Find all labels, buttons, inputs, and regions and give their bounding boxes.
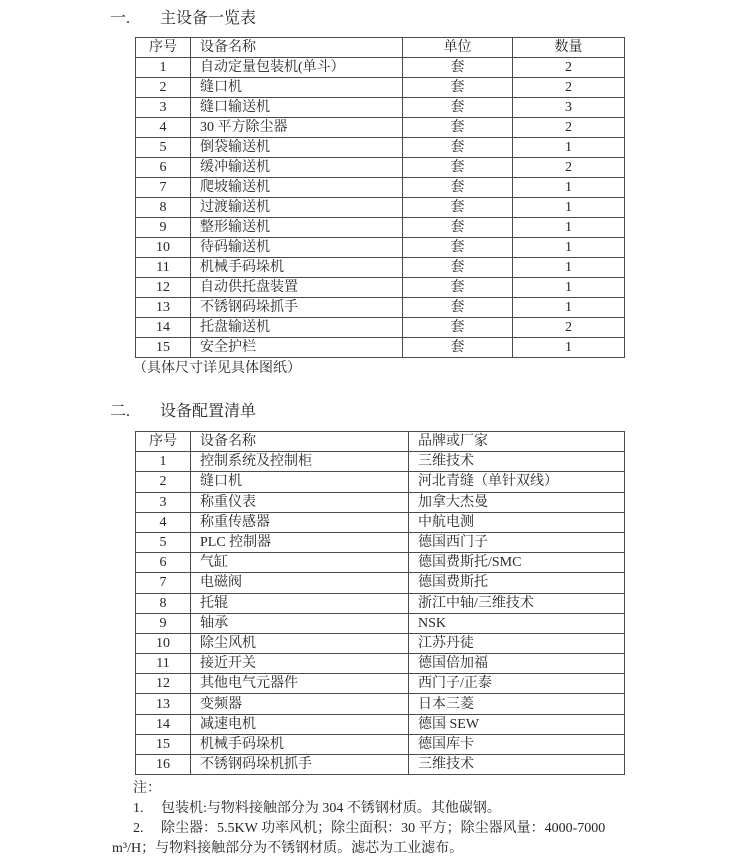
- column-header: 数量: [513, 38, 625, 58]
- section1-heading-title: 主设备一览表: [160, 10, 257, 27]
- table-cell: 11: [136, 654, 191, 674]
- table-cell: 套: [403, 338, 513, 358]
- table-row: [136, 298, 625, 318]
- table-cell: 托盘输送机: [191, 318, 403, 338]
- table-cell: 自动供托盘装置: [191, 278, 403, 298]
- table-cell: 缓冲输送机: [191, 158, 403, 178]
- table-row: [136, 674, 625, 694]
- table-cell: 1: [513, 258, 625, 278]
- note-item-2: [112, 819, 727, 839]
- table-cell: 套: [403, 138, 513, 158]
- table-cell: 缝口机: [191, 78, 403, 98]
- column-header: 设备名称: [191, 38, 403, 58]
- table-cell: 6: [136, 158, 191, 178]
- table-row: [136, 218, 625, 238]
- table-row: [136, 338, 625, 358]
- table-row: [136, 553, 625, 573]
- section2-heading: [110, 402, 256, 422]
- table-cell: 12: [136, 674, 191, 694]
- table-cell: 13: [136, 298, 191, 318]
- table-cell: 安全护栏: [191, 338, 403, 358]
- table-cell: 德国 SEW: [409, 714, 625, 734]
- table-cell: 接近开关: [191, 654, 409, 674]
- note-item-1: [112, 799, 727, 819]
- table-cell: 1: [513, 278, 625, 298]
- table-cell: 河北青缝（单针双线）: [409, 472, 625, 492]
- table-cell: 2: [513, 318, 625, 338]
- table-cell: 1: [513, 298, 625, 318]
- table-cell: 13: [136, 694, 191, 714]
- table-cell: 2: [136, 472, 191, 492]
- table-cell: 自动定量包装机(单斗）: [191, 58, 403, 78]
- table-cell: 机械手码垛机: [191, 734, 409, 754]
- table-cell: 8: [136, 593, 191, 613]
- table-row: [136, 654, 625, 674]
- table-cell: 4: [136, 512, 191, 532]
- table-cell: 1: [513, 218, 625, 238]
- table-row: [136, 138, 625, 158]
- column-header: 品牌或厂家: [409, 432, 625, 452]
- table-cell: 托辊: [191, 593, 409, 613]
- table-cell: 不锈钢码垛抓手: [191, 298, 403, 318]
- column-header: 单位: [403, 38, 513, 58]
- header-row: [136, 432, 625, 452]
- table-cell: 套: [403, 238, 513, 258]
- table-cell: 1: [513, 178, 625, 198]
- table-row: [136, 694, 625, 714]
- equipment-config-table: [135, 431, 625, 775]
- table-cell: 机械手码垛机: [191, 258, 403, 278]
- table-cell: 三维技术: [409, 755, 625, 775]
- table-cell: 气缸: [191, 553, 409, 573]
- table-cell: 称重传感器: [191, 512, 409, 532]
- table-cell: 套: [403, 218, 513, 238]
- table-cell: 套: [403, 158, 513, 178]
- table-cell: 1: [513, 238, 625, 258]
- table-cell: 1: [136, 58, 191, 78]
- table-row: [136, 278, 625, 298]
- table-cell: 1: [513, 138, 625, 158]
- table-cell: 2: [136, 78, 191, 98]
- table-cell: 14: [136, 318, 191, 338]
- table-cell: 套: [403, 318, 513, 338]
- table-cell: 西门子/正泰: [409, 674, 625, 694]
- table-cell: 加拿大杰曼: [409, 492, 625, 512]
- table-row: [136, 472, 625, 492]
- table-row: [136, 258, 625, 278]
- table-row: [136, 593, 625, 613]
- table-cell: 日本三菱: [409, 694, 625, 714]
- table-cell: 11: [136, 258, 191, 278]
- table-cell: 10: [136, 633, 191, 653]
- table-cell: 除尘风机: [191, 633, 409, 653]
- table-cell: 5: [136, 138, 191, 158]
- column-header: 序号: [136, 432, 191, 452]
- table-cell: 7: [136, 178, 191, 198]
- table-cell: 9: [136, 613, 191, 633]
- note-item-2-text: 除尘器：5.5KW 功率风机；除尘面积：30 平方；除尘器风量：4000-7000: [161, 821, 606, 836]
- table-cell: 称重仪表: [191, 492, 409, 512]
- table-cell: 套: [403, 118, 513, 138]
- table-cell: 套: [403, 78, 513, 98]
- table-cell: 浙江中轴/三维技术: [409, 593, 625, 613]
- table-cell: 江苏丹徒: [409, 633, 625, 653]
- table-row: [136, 238, 625, 258]
- table-cell: 2: [513, 158, 625, 178]
- table-row: [136, 633, 625, 653]
- table-cell: 2: [513, 78, 625, 98]
- table-cell: 8: [136, 198, 191, 218]
- note-item-1-number: 1.: [133, 801, 144, 816]
- table-cell: 3: [136, 492, 191, 512]
- table-cell: 套: [403, 258, 513, 278]
- table-cell: 电磁阀: [191, 573, 409, 593]
- table-cell: 变频器: [191, 694, 409, 714]
- table-row: [136, 58, 625, 78]
- table-row: [136, 755, 625, 775]
- table-cell: NSK: [409, 613, 625, 633]
- table-cell: 德国西门子: [409, 532, 625, 552]
- note-item-2-continuation: m³/H；与物料接触部分为不锈钢材质。滤芯为工业滤布。: [112, 841, 464, 856]
- table-row: [136, 573, 625, 593]
- table-cell: 3: [513, 98, 625, 118]
- note-item-1-text: 包装机:与物料接触部分为 304 不锈钢材质。其他碳钢。: [161, 801, 501, 816]
- table-cell: 1: [513, 338, 625, 358]
- table-row: [136, 78, 625, 98]
- table-cell: 2: [513, 58, 625, 78]
- note-item-2-number: 2.: [133, 821, 144, 836]
- table-cell: 控制系统及控制柜: [191, 452, 409, 472]
- table-cell: 6: [136, 553, 191, 573]
- notes-block: [112, 779, 727, 856]
- table-cell: 15: [136, 734, 191, 754]
- table-cell: 4: [136, 118, 191, 138]
- table-cell: 倒袋输送机: [191, 138, 403, 158]
- table1-footnote: （具体尺寸详见具体图纸）: [133, 361, 301, 376]
- column-header: 序号: [136, 38, 191, 58]
- table-cell: 套: [403, 298, 513, 318]
- section1-heading-number: 一.: [110, 10, 131, 27]
- table-cell: 30 平方除尘器: [191, 118, 403, 138]
- table-cell: 德国库卡: [409, 734, 625, 754]
- table-row: [136, 158, 625, 178]
- table-cell: 套: [403, 178, 513, 198]
- table-cell: 16: [136, 755, 191, 775]
- table-row: [136, 452, 625, 472]
- table-cell: 5: [136, 532, 191, 552]
- table-row: [136, 532, 625, 552]
- table-row: [136, 714, 625, 734]
- table-cell: 9: [136, 218, 191, 238]
- column-header: 设备名称: [191, 432, 409, 452]
- table-cell: 套: [403, 58, 513, 78]
- table-row: [136, 613, 625, 633]
- table-cell: 套: [403, 98, 513, 118]
- table-row: [136, 512, 625, 532]
- table-cell: 轴承: [191, 613, 409, 633]
- table-cell: 7: [136, 573, 191, 593]
- table-cell: 德国费斯托: [409, 573, 625, 593]
- table-cell: 12: [136, 278, 191, 298]
- table-cell: 不锈钢码垛机抓手: [191, 755, 409, 775]
- section1-heading: [110, 9, 256, 29]
- section2-heading-number: 二.: [110, 403, 131, 420]
- table-row: [136, 318, 625, 338]
- table-cell: 15: [136, 338, 191, 358]
- table-cell: 德国倍加福: [409, 654, 625, 674]
- header-row: [136, 38, 625, 58]
- table-cell: 爬坡输送机: [191, 178, 403, 198]
- table-cell: 待码输送机: [191, 238, 403, 258]
- table-cell: 缝口机: [191, 472, 409, 492]
- table-cell: PLC 控制器: [191, 532, 409, 552]
- table-cell: 整形输送机: [191, 218, 403, 238]
- table-row: [136, 178, 625, 198]
- table-cell: 2: [513, 118, 625, 138]
- table-row: [136, 734, 625, 754]
- table-cell: 14: [136, 714, 191, 734]
- table-cell: 三维技术: [409, 452, 625, 472]
- table-cell: 减速电机: [191, 714, 409, 734]
- table-cell: 1: [136, 452, 191, 472]
- table-cell: 中航电测: [409, 512, 625, 532]
- table-cell: 10: [136, 238, 191, 258]
- table-cell: 其他电气元器件: [191, 674, 409, 694]
- table-cell: 德国费斯托/SMC: [409, 553, 625, 573]
- table-cell: 过渡输送机: [191, 198, 403, 218]
- table-cell: 缝口输送机: [191, 98, 403, 118]
- table-row: [136, 198, 625, 218]
- table-cell: 套: [403, 278, 513, 298]
- table-row: [136, 98, 625, 118]
- table-row: [136, 492, 625, 512]
- table-cell: 1: [513, 198, 625, 218]
- table-cell: 套: [403, 198, 513, 218]
- table-cell: 3: [136, 98, 191, 118]
- section2-heading-title: 设备配置清单: [160, 403, 257, 420]
- notes-label: 注：: [133, 781, 161, 796]
- main-equipment-table: [135, 37, 625, 358]
- table-row: [136, 118, 625, 138]
